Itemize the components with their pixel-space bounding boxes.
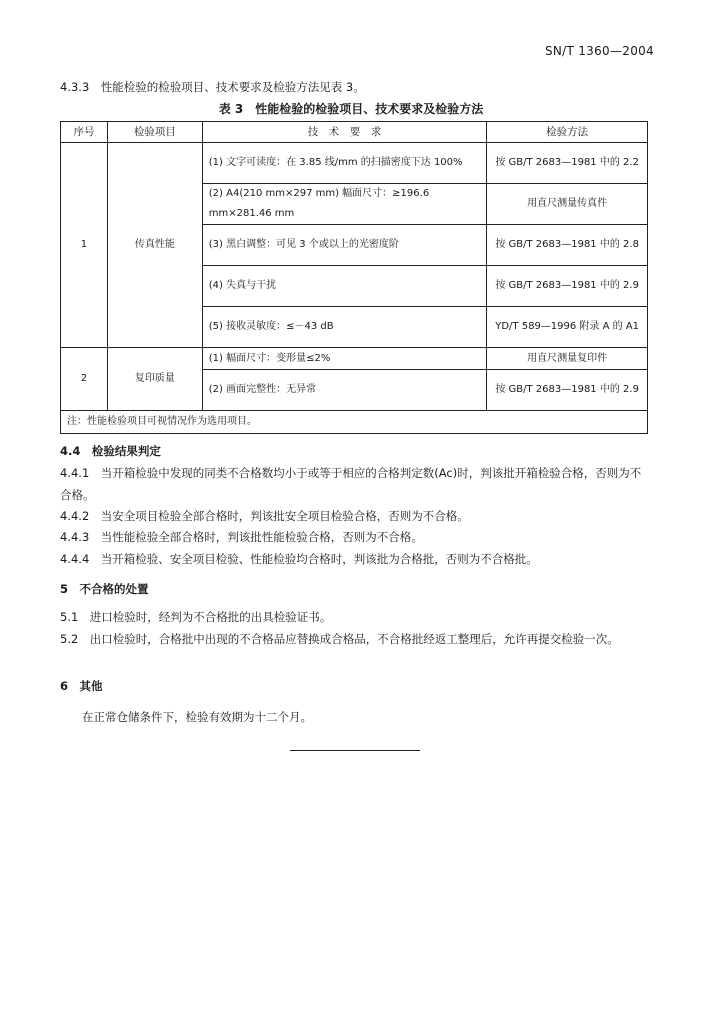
table-row xyxy=(61,348,648,370)
table-row xyxy=(61,143,648,184)
section-6-text: 在正常仓储条件下，检验有效期为十二个月。 xyxy=(82,710,312,724)
table-note: 注：性能检验项目可视情况作为选用项目。 xyxy=(61,411,648,434)
requirement-cell: (4) 失真与干扰 xyxy=(202,266,487,307)
requirement-cell: (1) 幅面尺寸：变形量≤2% xyxy=(202,348,487,370)
clause-4-4-2: 4.4.2 当安全项目检验全部合格时，判该批安全项目检验合格，否则为不合格。 xyxy=(60,509,469,523)
table-note-row xyxy=(61,411,648,434)
table-header-row xyxy=(61,122,648,143)
clause-4-4-3: 4.4.3 当性能检验全部合格时，判该批性能检验合格，否则为不合格。 xyxy=(60,530,423,544)
requirement-cell: (2) A4(210 mm×297 mm) 幅面尺寸：≥196.6 mm×281.46 mm xyxy=(202,184,487,225)
clause-4-4-4: 4.4.4 当开箱检验、安全项目检验、性能检验均合格时，判该批为合格批，否则为不合格批。 xyxy=(60,552,538,566)
table-title: 表 3 性能检验的检验项目、技术要求及检验方法 xyxy=(218,102,484,116)
clause-4-3-3: 4.3.3 性能检验的检验项目、技术要求及检验方法见表 3。 xyxy=(60,80,365,94)
method-cell: 用直尺测量复印件 xyxy=(487,348,648,370)
requirement-cell: (2) 画面完整性：无异常 xyxy=(202,370,487,411)
method-cell: 按 GB/T 2683—1981 中的 2.9 xyxy=(487,266,648,307)
requirement-cell: (3) 黑白调整：可见 3 个或以上的光密度阶 xyxy=(202,225,487,266)
group-no: 1 xyxy=(61,143,108,348)
section-5-title: 5 不合格的处置 xyxy=(60,582,149,596)
end-rule xyxy=(290,750,420,751)
clause-4-4-1: 4.4.1 当开箱检验中发现的同类不合格数均小于或等于相应的合格判定数(Ac)时，判该批开箱检验合格，否则为不合格。 xyxy=(60,466,642,502)
group-item: 传真性能 xyxy=(107,143,202,348)
clause-5-2: 5.2 出口检验时，合格批中出现的不合格品应替换成合格品，不合格批经返工整理后，允许再提交检验一次。 xyxy=(60,632,619,646)
method-cell: YD/T 589—1996 附录 A 的 A1 xyxy=(487,307,648,348)
group-no: 2 xyxy=(61,348,108,411)
section-4-4-title: 4.4 检验结果判定 xyxy=(60,444,161,458)
requirement-cell: (1) 文字可读度：在 3.85 线/mm 的扫描密度下达 100% xyxy=(202,143,487,184)
spec-table xyxy=(60,121,648,434)
requirement-cell: (5) 接收灵敏度：≤－43 dB xyxy=(202,307,487,348)
method-cell: 按 GB/T 2683—1981 中的 2.2 xyxy=(487,143,648,184)
group-item: 复印质量 xyxy=(107,348,202,411)
method-cell: 用直尺测量传真件 xyxy=(487,184,648,225)
header-requirement: 技 术 要 求 xyxy=(202,122,487,143)
method-cell: 按 GB/T 2683—1981 中的 2.8 xyxy=(487,225,648,266)
header-no: 序号 xyxy=(61,122,108,143)
section-6-title: 6 其他 xyxy=(60,679,103,693)
header-method: 检验方法 xyxy=(487,122,648,143)
clause-5-1: 5.1 进口检验时，经判为不合格批的出具检验证书。 xyxy=(60,610,332,624)
method-cell: 按 GB/T 2683—1981 中的 2.9 xyxy=(487,370,648,411)
header-item: 检验项目 xyxy=(107,122,202,143)
standard-number: SN/T 1360—2004 xyxy=(544,44,654,58)
